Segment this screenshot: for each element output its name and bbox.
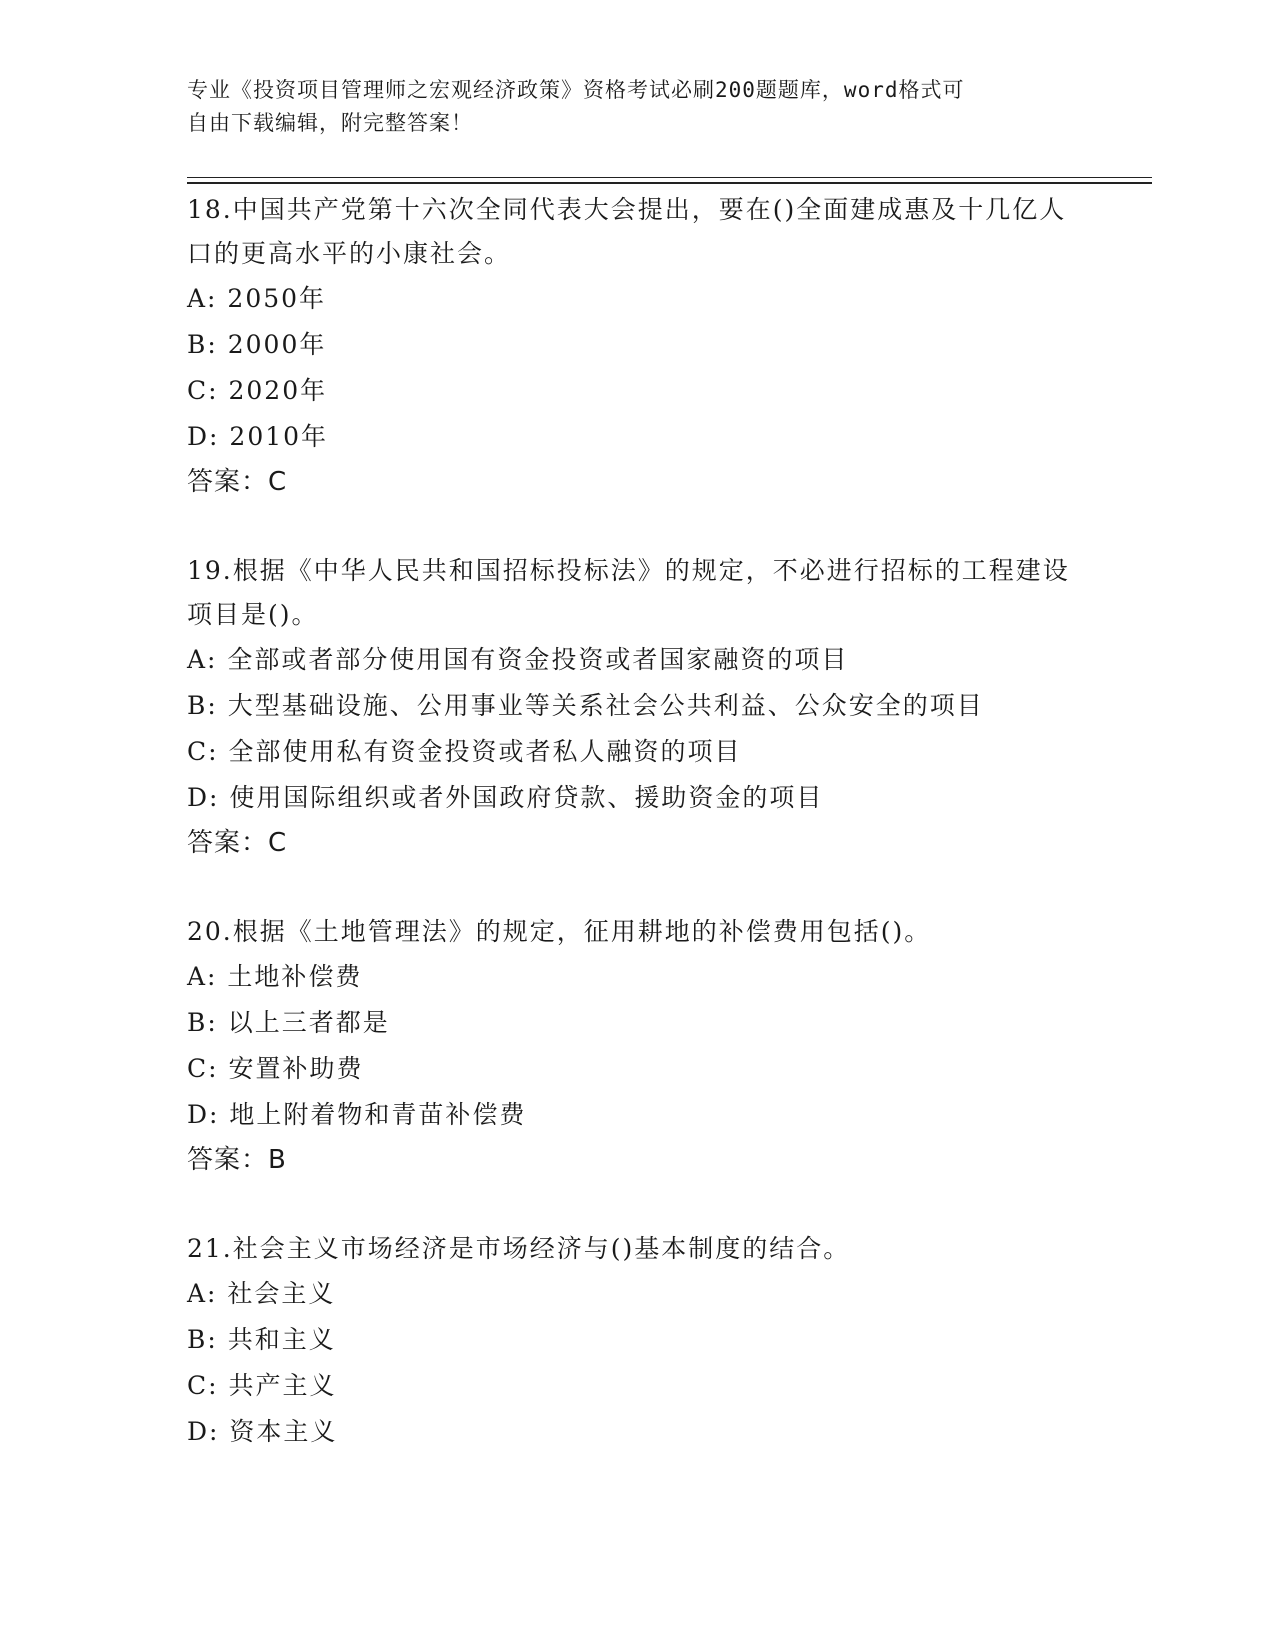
question-stem: 19.根据《中华人民共和国招标投标法》的规定，不必进行招标的工程建设项目是()。 [187,556,1070,629]
option-b: B: 共和主义 [187,1325,336,1354]
question-stem: 20.根据《土地管理法》的规定，征用耕地的补偿费用包括()。 [187,917,932,946]
answer-line: 答案：C [187,467,288,497]
option-b: B: 以上三者都是 [187,1008,390,1037]
question-18 [187,188,1087,504]
answer-line: 答案：B [187,1145,287,1175]
option-c: C: 安置补助费 [187,1054,364,1083]
question-stem: 18.中国共产党第十六次全同代表大会提出，要在()全面建成惠及十几亿人口的更高水平的小康社会。 [187,195,1067,268]
option-d: D: 2010年 [187,422,329,451]
header-line-2: 自由下载编辑，附完整答案！ [187,111,473,135]
header-line-1: 专业《投资项目管理师之宏观经济政策》资格考试必刷200题题库，word格式可 [187,78,965,102]
option-c: C: 全部使用私有资金投资或者私人融资的项目 [187,737,742,766]
document-header [187,74,1087,140]
option-d: D: 资本主义 [187,1417,338,1446]
option-a: A: 社会主义 [187,1279,336,1308]
option-b: B: 大型基础设施、公用事业等关系社会公共利益、公众安全的项目 [187,691,984,720]
question-stem: 21.社会主义市场经济是市场经济与()基本制度的结合。 [187,1234,851,1263]
answer-line: 答案：C [187,828,288,858]
option-c: C: 2020年 [187,376,328,405]
question-19 [187,549,1087,865]
option-a: A: 2050年 [187,284,327,313]
option-b: B: 2000年 [187,330,327,359]
question-list [187,188,1087,1500]
header-divider-thick [187,182,1152,184]
question-21 [187,1227,1087,1455]
question-20 [187,910,1087,1182]
header-divider-thin [187,177,1152,178]
option-a: A: 全部或者部分使用国有资金投资或者国家融资的项目 [187,645,849,674]
option-d: D: 使用国际组织或者外国政府贷款、援助资金的项目 [187,783,824,812]
option-a: A: 土地补偿费 [187,962,363,991]
option-d: D: 地上附着物和青苗补偿费 [187,1100,527,1129]
option-c: C: 共产主义 [187,1371,337,1400]
